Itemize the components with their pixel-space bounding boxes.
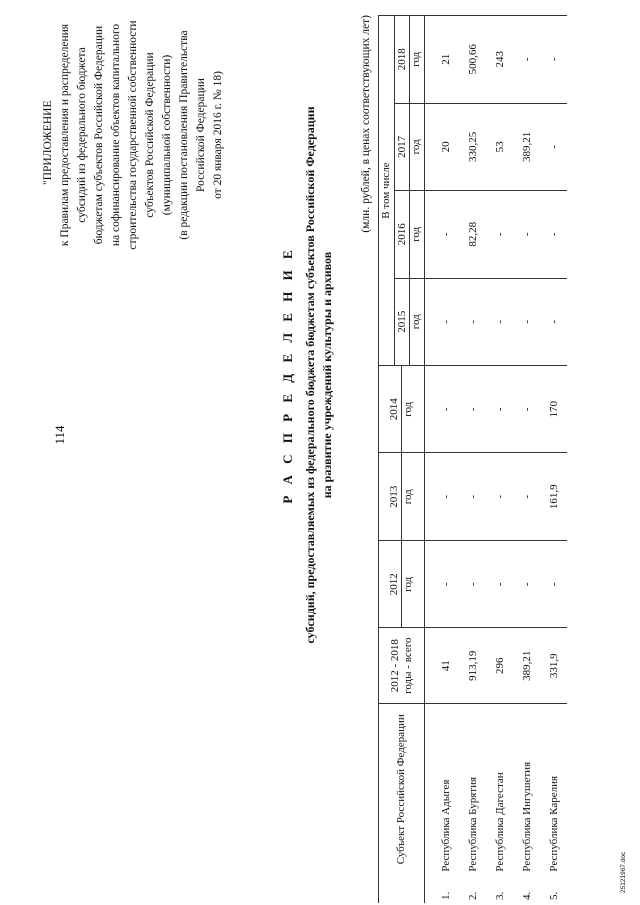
year-suffix: год	[409, 16, 423, 103]
row-number: 5.	[547, 891, 560, 900]
row-total: 331,9	[540, 628, 567, 703]
cell-2017: 53	[486, 103, 513, 190]
table-row	[425, 16, 460, 904]
year-suffix: год	[409, 191, 423, 277]
year-value: 2016	[396, 223, 408, 246]
year-value: 2013	[388, 485, 400, 508]
cell-2015: -	[486, 278, 513, 365]
page-number: 114	[52, 425, 67, 445]
subtitle-line-2: на развитие учреждений культуры и архивов	[320, 251, 334, 499]
row-total: 913,19	[459, 628, 486, 703]
table-row	[513, 16, 540, 904]
header-year-2014	[379, 366, 425, 453]
row-total: 296	[486, 628, 513, 703]
cell-2013: -	[425, 453, 460, 540]
row-subject: Республика Ингушетия	[513, 703, 540, 874]
year-value: 2017	[396, 135, 408, 158]
appendix-line: строительства государственной собственности	[127, 20, 139, 250]
cell-2012: -	[459, 540, 486, 627]
row-total: 41	[425, 628, 460, 703]
cell-2016: -	[540, 191, 567, 278]
units-note: (млн. рублей, в ценах соответствующих лет)	[360, 15, 372, 233]
cell-2017: 330,25	[459, 103, 486, 190]
appendix-line: к Правилам предоставления и распределения	[59, 23, 71, 247]
header-year-2017	[395, 103, 425, 190]
cell-2014: 170	[540, 366, 567, 453]
cell-2012: -	[513, 540, 540, 627]
row-subject: Республика Карелия	[540, 703, 567, 874]
document-title: Р А С П Р Е Д Е Л Е Н И Е	[280, 246, 295, 504]
cell-2018: 243	[486, 16, 513, 104]
year-suffix: год	[401, 366, 415, 452]
table-row	[459, 16, 486, 904]
cell-2012: -	[486, 540, 513, 627]
row-subject: Республика Дагестан	[486, 703, 513, 874]
cell-2018: -	[540, 16, 567, 104]
cell-2015: -	[425, 278, 460, 365]
cell-2016: 82,28	[459, 191, 486, 278]
year-suffix: год	[401, 541, 415, 627]
row-subject: Республика Бурятия	[459, 703, 486, 874]
row-number: 3.	[493, 891, 506, 900]
year-suffix: год	[409, 104, 423, 190]
appendix-line: Российской Федерации	[195, 78, 207, 192]
appendix-line: (муниципальной собственности)	[161, 54, 173, 216]
cell-2018: 500,66	[459, 16, 486, 104]
subsidy-table	[378, 15, 567, 903]
header-year-2015	[395, 278, 425, 365]
cell-2017: 389,21	[513, 103, 540, 190]
header-no	[379, 875, 425, 903]
header-year-2018	[395, 16, 425, 104]
row-number: 4.	[520, 891, 533, 900]
cell-2016: -	[486, 191, 513, 278]
header-group: В том числе	[379, 16, 395, 366]
row-number: 2.	[466, 891, 479, 900]
year-value: 2012	[388, 573, 400, 596]
cell-2013: -	[486, 453, 513, 540]
year-value: 2018	[396, 48, 408, 71]
cell-2014: -	[425, 366, 460, 453]
cell-2013: -	[459, 453, 486, 540]
year-value: 2014	[388, 398, 400, 421]
appendix-line: (в редакции постановления Правительства	[178, 30, 190, 240]
table-row	[486, 16, 513, 904]
cell-2013: -	[513, 453, 540, 540]
row-subject: Республика Адыгея	[425, 703, 460, 874]
cell-2014: -	[459, 366, 486, 453]
cell-2017: -	[540, 103, 567, 190]
cell-2018: 21	[425, 16, 460, 104]
cell-2016: -	[513, 191, 540, 278]
cell-2015: -	[459, 278, 486, 365]
appendix-heading: "ПРИЛОЖЕНИЕ	[42, 100, 54, 185]
cell-2012: -	[425, 540, 460, 627]
row-total: 389,21	[513, 628, 540, 703]
year-suffix: год	[401, 454, 415, 540]
header-year-2013	[379, 453, 425, 540]
year-suffix: год	[409, 279, 423, 365]
cell-2016: -	[425, 191, 460, 278]
file-name-footer: 25121967.doc	[620, 851, 627, 893]
document-title-block	[280, 25, 336, 725]
year-value: 2015	[396, 310, 408, 333]
cell-2012: -	[540, 540, 567, 627]
header-year-2016	[395, 191, 425, 278]
document-subtitle	[302, 25, 336, 725]
cell-2015: -	[513, 278, 540, 365]
cell-2018: -	[513, 16, 540, 104]
table-header-row	[379, 16, 395, 904]
cell-2013: 161,9	[540, 453, 567, 540]
cell-2015: -	[540, 278, 567, 365]
header-year-2012	[379, 540, 425, 627]
appendix-block	[40, 15, 227, 255]
appendix-line: бюджетам субъектов Российской Федерации	[93, 25, 105, 245]
cell-2014: -	[486, 366, 513, 453]
row-number: 1.	[439, 891, 452, 900]
cell-2014: -	[513, 366, 540, 453]
header-total: 2012 - 2018 годы - всего	[379, 628, 425, 703]
appendix-line: субсидий из федерального бюджета	[76, 47, 88, 223]
header-subject: Субъект Российской Федерации	[379, 703, 425, 874]
appendix-line: субъектов Российской Федерации	[144, 52, 156, 218]
table-row	[540, 16, 567, 904]
cell-2017: 20	[425, 103, 460, 190]
subtitle-line-1: субсидий, предоставляемых из федерального бюджета бюджетам субъектов Российской Федерации	[303, 106, 317, 644]
appendix-line: от 20 января 2016 г. № 18)	[212, 71, 224, 199]
appendix-line: на софинансирование объектов капитального	[110, 23, 122, 247]
